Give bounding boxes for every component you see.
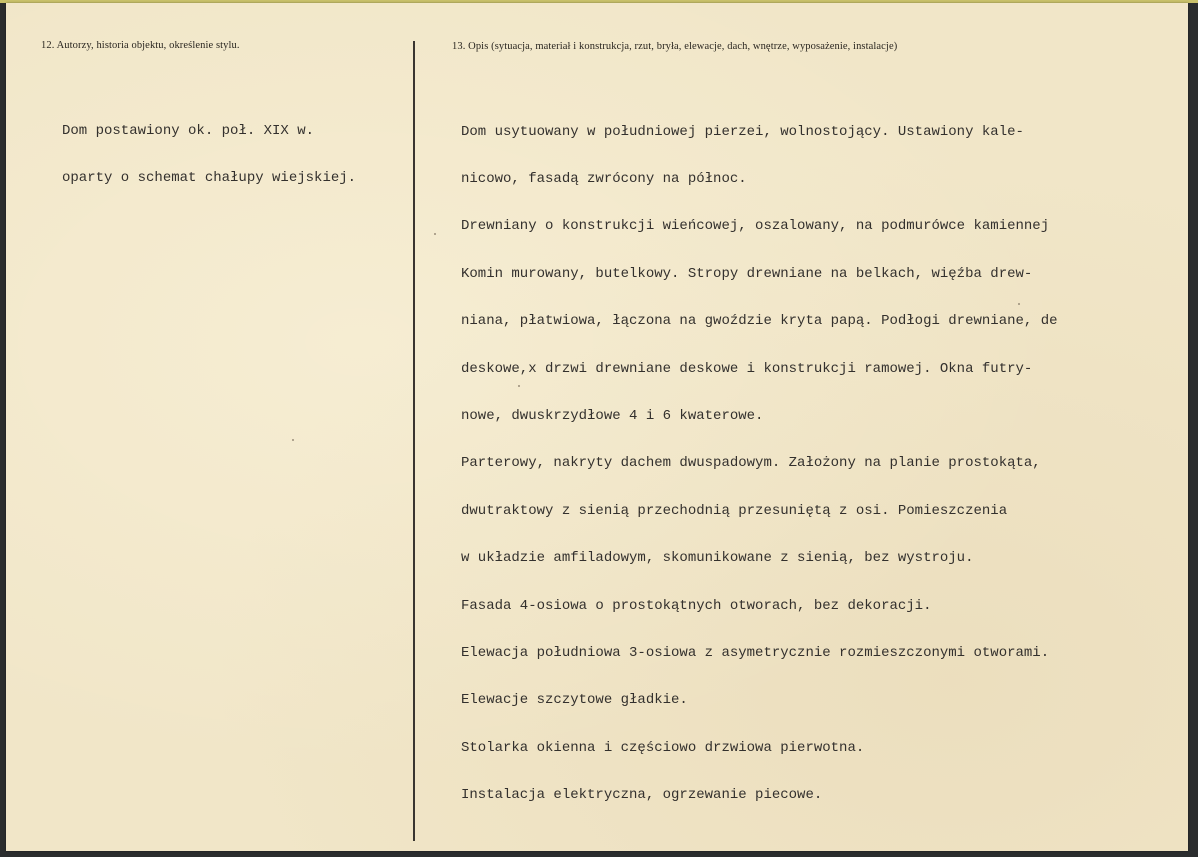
typed-line: Drewniany o konstrukcji wieńcowej, oszalowany, na podmurówce kamiennej — [461, 218, 1050, 235]
field-13-label: 13. Opis (sytuacja, materiał i konstrukcja, rzut, bryła, elewacje, dach, wnętrze, wyposażenie, instalacje) — [452, 41, 898, 52]
paper-speck — [518, 385, 520, 387]
typed-line: nowe, dwuskrzydłowe 4 i 6 kwaterowe. — [461, 407, 764, 424]
typed-line: Komin murowany, butelkowy. Stropy drewniane na belkach, więźba drew- — [461, 265, 1033, 282]
typed-line: w układzie amfiladowym, skomunikowane z sienią, bez wystroju. — [461, 550, 974, 567]
typed-line: Dom postawiony ok. poł. XIX w. — [62, 122, 315, 139]
typed-line: niana, płatwiowa, łączona na gwoździe kryta papą. Podłogi drewniane, de — [461, 313, 1058, 330]
field-12-typed-text — [62, 92, 356, 218]
typed-line: Elewacje szczytowe gładkie. — [461, 692, 688, 709]
paper-speck — [434, 233, 436, 235]
typed-line: Instalacja elektryczna, ogrzewanie piecowe. — [461, 787, 823, 804]
typed-line: nicowo, fasadą zwrócony na północ. — [461, 170, 747, 187]
paper-speck — [1018, 303, 1020, 305]
typed-line: deskowe,x drzwi drewniane deskowe i konstrukcji ramowej. Okna futry- — [461, 360, 1033, 377]
typed-line: Stolarka okienna i częściowo drzwiowa pierwotna. — [461, 739, 865, 756]
paper-speck — [292, 439, 294, 441]
typed-line: Parterowy, nakryty dachem dwuspadowym. Założony na planie prostokąta, — [461, 455, 1041, 472]
typed-line: Elewacja południowa 3-osiowa z asymetrycznie rozmieszczonymi otworami. — [461, 644, 1050, 661]
field-12-label: 12. Autorzy, historia objektu, określenie stylu. — [41, 40, 240, 51]
record-card-sheet — [6, 3, 1188, 851]
typed-line: Dom usytuowany w południowej pierzei, wolnostojący. Ustawiony kale- — [461, 123, 1024, 140]
typed-line: oparty o schemat chałupy wiejskiej. — [62, 169, 357, 186]
column-divider — [413, 41, 415, 841]
typed-line: dwutraktowy z sienią przechodnią przesuniętą z osi. Pomieszczenia — [461, 502, 1008, 519]
typed-line: Fasada 4-osiowa o prostokątnych otworach, bez dekoracji. — [461, 597, 932, 614]
field-13-typed-text — [461, 93, 1188, 835]
